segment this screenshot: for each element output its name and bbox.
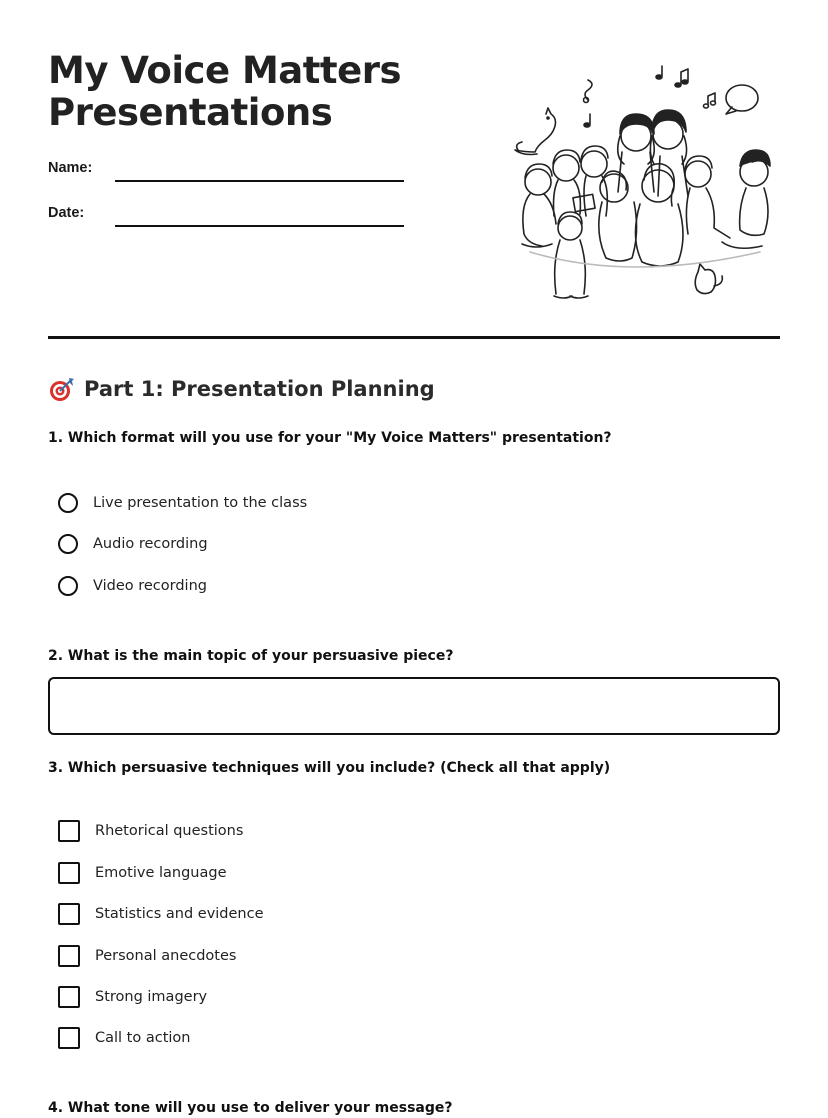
child-left-1 <box>522 164 556 247</box>
child-back-1 <box>618 114 655 192</box>
child-front-small <box>554 212 588 298</box>
speech-bubble-icon <box>726 85 758 114</box>
option-label: Personal anecdotes <box>95 948 237 964</box>
question-1: 1. Which format will you use for your "My Voice Matters" presentation? <box>48 430 612 446</box>
child-back-2 <box>650 110 688 196</box>
part-1-heading-text: Part 1: Presentation Planning <box>84 377 435 401</box>
name-field[interactable] <box>115 180 404 182</box>
option-label: Video recording <box>93 578 207 594</box>
option-label: Live presentation to the class <box>93 495 308 511</box>
date-field[interactable] <box>115 225 404 227</box>
technique-statistics[interactable] <box>58 902 264 926</box>
cat-icon <box>695 264 722 294</box>
header-divider <box>48 336 780 339</box>
name-label: Name: <box>48 160 93 176</box>
option-label: Rhetorical questions <box>95 823 244 839</box>
checkbox[interactable] <box>58 820 80 842</box>
part-1-heading <box>48 376 435 402</box>
question-2: 2. What is the main topic of your persuasive piece? <box>48 648 454 664</box>
topic-textbox[interactable] <box>48 677 780 735</box>
option-label: Audio recording <box>93 536 208 552</box>
technique-call-to-action[interactable] <box>58 1026 190 1050</box>
checkbox[interactable] <box>58 903 80 925</box>
children-group-illustration <box>510 56 780 306</box>
option-label: Emotive language <box>95 865 227 881</box>
option-label: Statistics and evidence <box>95 906 264 922</box>
page-title <box>48 50 401 134</box>
date-label: Date: <box>48 205 85 221</box>
option-label: Strong imagery <box>95 989 208 1005</box>
checkbox[interactable] <box>58 945 80 967</box>
checkbox[interactable] <box>58 1027 80 1049</box>
radio-button[interactable] <box>58 493 78 513</box>
format-option-live[interactable] <box>58 491 307 515</box>
title-line-1: My Voice Matters <box>48 49 401 92</box>
checkbox[interactable] <box>58 862 80 884</box>
question-4: 4. What tone will you use to deliver your message? <box>48 1100 453 1116</box>
format-option-audio[interactable] <box>58 532 208 556</box>
technique-imagery[interactable] <box>58 985 207 1009</box>
option-label: Call to action <box>95 1030 191 1046</box>
child-right-1 <box>685 156 730 238</box>
child-left-2 <box>553 150 580 216</box>
technique-emotive-language[interactable] <box>58 861 227 885</box>
technique-anecdotes[interactable] <box>58 944 236 968</box>
child-front-1 <box>599 171 637 261</box>
title-line-2: Presentations <box>48 91 333 134</box>
kangaroo-icon <box>515 108 556 155</box>
question-3: 3. Which persuasive techniques will you include? (Check all that apply) <box>48 760 611 776</box>
target-dart-icon <box>48 376 76 402</box>
format-option-video[interactable] <box>58 574 207 598</box>
radio-button[interactable] <box>58 576 78 596</box>
radio-button[interactable] <box>58 534 78 554</box>
child-right-2 <box>722 150 770 248</box>
technique-rhetorical-questions[interactable] <box>58 819 243 843</box>
checkbox[interactable] <box>58 986 80 1008</box>
